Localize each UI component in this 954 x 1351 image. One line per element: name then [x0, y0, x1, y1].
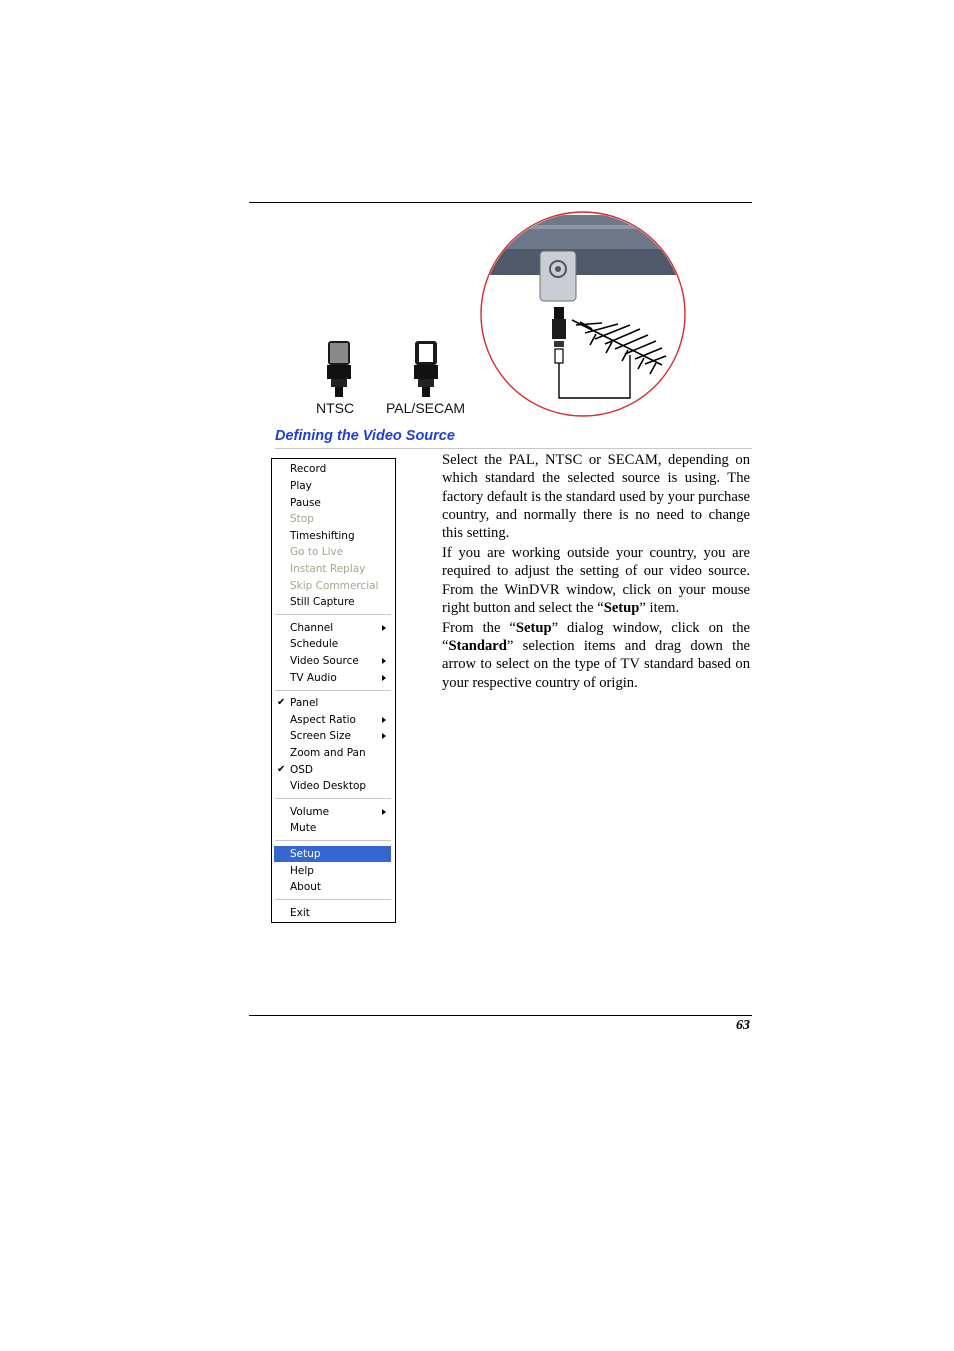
menu-item-volume[interactable] — [274, 804, 391, 820]
laptop-port-magnifier — [470, 212, 700, 416]
menu-item-screen-size[interactable] — [274, 728, 391, 744]
menu-separator — [275, 899, 391, 900]
checkmark-icon: ✔ — [277, 697, 286, 708]
menu-item-label: Record — [290, 463, 327, 475]
paragraph-2 — [442, 544, 750, 617]
menu-item-play[interactable] — [274, 478, 391, 494]
ntsc-connector-icon — [327, 341, 351, 397]
paragraph-3 — [442, 619, 750, 692]
menu-separator — [275, 798, 391, 799]
menu-item-label: Still Capture — [290, 596, 355, 608]
menu-item-schedule[interactable] — [274, 636, 391, 652]
menu-item-panel[interactable] — [274, 695, 391, 711]
menu-item-label: Panel — [290, 697, 319, 709]
page-number: 63 — [736, 1018, 750, 1033]
p3-text: From the “ — [442, 619, 516, 636]
video-connector-figure — [300, 205, 700, 420]
p2-text: If you are working outside your country, you are required to adjust the setting of our video source. From the WinDVR window, click on your mouse right button and select the “ — [442, 544, 750, 616]
submenu-arrow-icon — [382, 717, 386, 723]
section-title: Defining the Video Source — [275, 428, 455, 444]
menu-separator — [275, 614, 391, 615]
submenu-arrow-icon — [382, 675, 386, 681]
pal-secam-connector-icon — [414, 341, 438, 397]
menu-item-label: Instant Replay — [290, 563, 366, 575]
p3-setup: Setup — [515, 619, 552, 636]
menu-item-tv-audio[interactable] — [274, 670, 391, 686]
menu-item-go-to-live — [274, 544, 391, 560]
menu-item-label: Skip Commercial — [290, 580, 379, 592]
menu-item-aspect-ratio[interactable] — [274, 712, 391, 728]
p2-text-end: ” item. — [639, 599, 680, 616]
menu-item-skip-commercial — [274, 578, 391, 594]
ntsc-label: NTSC — [316, 400, 355, 416]
menu-item-pause[interactable] — [274, 495, 391, 511]
menu-item-label: Stop — [290, 513, 314, 525]
menu-item-label: Mute — [290, 822, 317, 834]
menu-item-label: Help — [290, 865, 314, 877]
submenu-arrow-icon — [382, 658, 386, 664]
menu-item-exit[interactable] — [274, 905, 391, 921]
menu-item-label: Screen Size — [290, 730, 351, 742]
menu-item-label: Video Desktop — [290, 780, 367, 792]
paragraph-1: Select the PAL, NTSC or SECAM, depending on which standard the selected source is using. The factory default is the standard used by your purchase country, and normally there is no need to change this setting. — [442, 452, 750, 542]
menu-item-label: Play — [290, 480, 312, 492]
menu-item-video-desktop[interactable] — [274, 778, 391, 794]
menu-item-label: OSD — [290, 764, 314, 776]
menu-item-label: Pause — [290, 497, 321, 509]
menu-item-label: Timeshifting — [290, 530, 355, 542]
windvr-context-menu — [271, 458, 396, 923]
menu-item-label: Exit — [290, 907, 310, 919]
menu-item-label: Setup — [290, 848, 321, 860]
menu-item-zoom-and-pan[interactable] — [274, 745, 391, 761]
pal-secam-label: PAL/SECAM — [386, 400, 466, 416]
menu-item-label: Volume — [290, 806, 330, 818]
menu-item-label: Schedule — [290, 638, 339, 650]
checkmark-icon: ✔ — [277, 764, 286, 775]
connector-illustration — [300, 205, 700, 420]
header-rule — [249, 202, 752, 203]
menu-item-channel[interactable] — [274, 620, 391, 636]
footer-rule — [249, 1015, 752, 1016]
menu-item-record[interactable] — [274, 461, 391, 477]
p3-standard: Standard — [448, 637, 507, 654]
body-text — [442, 451, 750, 693]
menu-item-instant-replay — [274, 561, 391, 577]
menu-item-about[interactable] — [274, 879, 391, 895]
menu-item-timeshifting[interactable] — [274, 528, 391, 544]
submenu-arrow-icon — [382, 809, 386, 815]
menu-separator — [275, 840, 391, 841]
menu-item-video-source[interactable] — [274, 653, 391, 669]
menu-item-label: Aspect Ratio — [290, 714, 356, 726]
p2-setup: Setup — [603, 599, 640, 616]
menu-item-setup[interactable] — [274, 846, 391, 862]
p3-text-mid: ” dialog window, click on the “ — [442, 619, 750, 654]
menu-separator — [275, 690, 391, 691]
menu-item-label: Go to Live — [290, 546, 344, 558]
menu-item-label: Channel — [290, 622, 334, 634]
submenu-arrow-icon — [382, 625, 386, 631]
menu-item-label: About — [290, 881, 322, 893]
menu-item-still-capture[interactable] — [274, 594, 391, 610]
menu-item-stop — [274, 511, 391, 527]
section-rule — [275, 448, 752, 449]
menu-item-label: Video Source — [290, 655, 359, 667]
menu-item-label: TV Audio — [290, 672, 337, 684]
menu-item-mute[interactable] — [274, 820, 391, 836]
p3-text-end: ” selection items and drag down the arrow to select on the type of TV standard based on your respective country of origin. — [442, 637, 750, 691]
menu-item-label: Zoom and Pan — [290, 747, 366, 759]
submenu-arrow-icon — [382, 733, 386, 739]
menu-item-help[interactable] — [274, 863, 391, 879]
menu-item-osd[interactable] — [274, 762, 391, 778]
